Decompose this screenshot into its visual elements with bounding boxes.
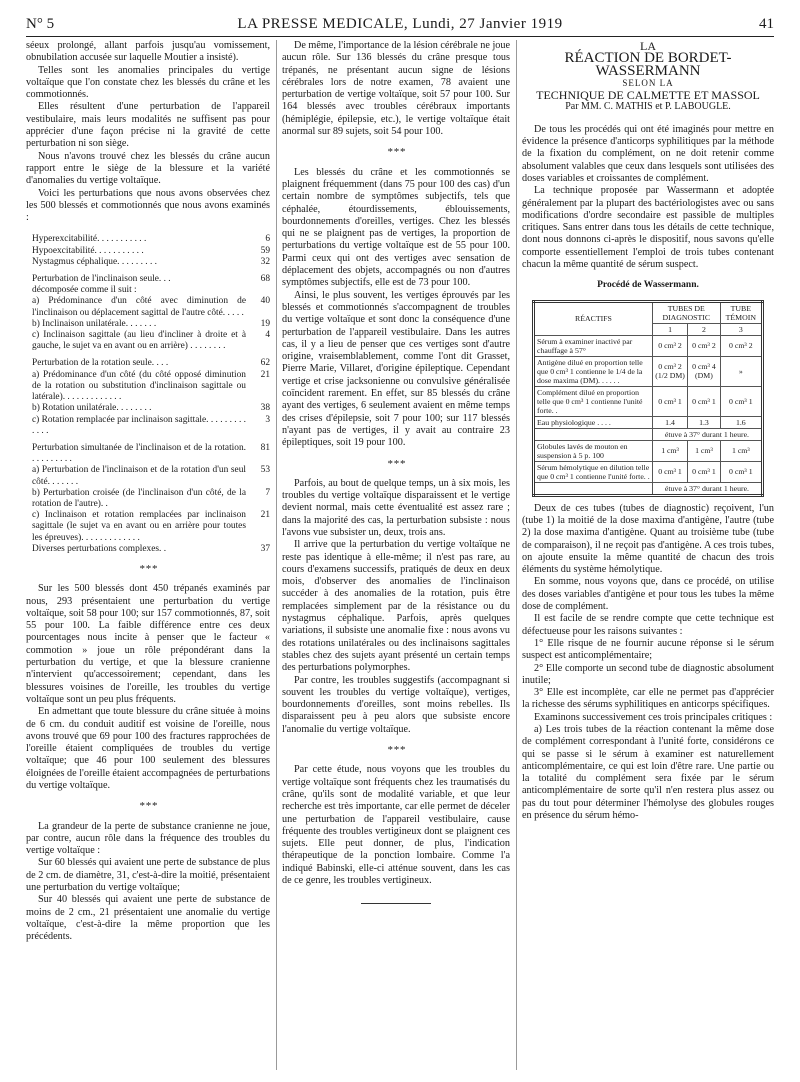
- list-item-count: 62: [260, 358, 270, 369]
- dose-cell: 0 cm³ 4 (DM): [688, 356, 720, 386]
- list-item: [32, 330, 270, 352]
- reactif-cell: Sérum à examiner inactivé par chauffage à 57°: [534, 335, 653, 356]
- list-item: [32, 370, 270, 404]
- list-item-label: décomposée comme il suit :: [32, 285, 137, 296]
- table-row: [534, 461, 763, 482]
- reactif-cell: Antigène dilué en proportion telle que 0 cm³ 1 contienne le 1/4 de la dose maxima (DM). . . . . .: [534, 356, 653, 386]
- list-item-count: 32: [260, 256, 270, 267]
- list-item: [32, 257, 270, 268]
- list-item-count: 53: [260, 465, 270, 476]
- paragraph: Sur 40 blessés qui avaient une perte de substance de moins de 2 cm., 21 présentaient une anomalie du vertige voltaïque, c'est-à-dire la même proportion que les précédents.: [26, 894, 270, 943]
- dose-cell: 0 cm³ 1: [688, 461, 720, 482]
- dose-cell: 0 cm³ 2: [652, 335, 687, 356]
- column-2: [282, 40, 510, 904]
- list-item-label: Nystagmus céphalique. . . . . . . . .: [32, 256, 157, 267]
- list-item-count: 40: [260, 296, 270, 307]
- paragraph: Deux de ces tubes (tubes de diagnostic) reçoivent, l'un (tube 1) la moitié de la dose maxima d'antigène, l'autre (tube 2) la dose maxima d'antigène. Quant au troisième tube (tube de comparaison), il ne reçoit pas d'antigène. A ces trois tubes, on ajoute ensuite la même quantité de chacun des trois éléments du système hémolytique.: [522, 502, 774, 576]
- paragraph: La technique proposée par Wassermann et adoptée généralement par la plupart des bactériologistes avec ou sans modifications d'ordre secondaire est passible de multiples critiques. Sans entrer dans tous les détails de cette technique, dont nous donnons ci-après le dispositif, nous savons qu'elle comporte essentiellement l'emploi de trois tubes contenant chacun la même quantité de sérum suspect.: [522, 185, 774, 271]
- list-item: [32, 296, 270, 318]
- list-item-label: a) Perturbation de l'inclinaison et de la rotation d'un seul côté. . . . . . .: [32, 465, 246, 487]
- table-row: [534, 428, 763, 440]
- paragraph: De tous les procédés qui ont été imaginés pour mettre en évidence la présence d'anticorps syphilitiques par la méthode de la fixation du complément, on ne doit retenir comme absolument valables que ceux dans lesquels sont utilisées des doses variables et croissantes de complément.: [522, 123, 774, 184]
- paragraph: Ainsi, le plus souvent, les vertiges éprouvés par les blessés et commotionnés s'accompagnent de troubles du vertige voltaïque et sont donc la conséquence d'une perturbation de l'appareil vestibulaire. Dans les autres cas, il y a lieu de penser que ces vertiges sont d'autre origine, vraisemblablement, comme l'ont dit Grasset, Pierre Marie, Villaret, d'origine épileptique. Cependant vertige et crise jacksonienne ou convulsive généralisée coïncident rarement. En effet, sur 85 blessés du crâne ayant des vertiges, 6 seulement avaient en même temps des crises d'épilepsie, soit 7 pour 100; sur 117 blessés n'ayant pas de vertiges, il y avait au contraire 23 épileptiques, soit 19 pour 100.: [282, 289, 510, 449]
- wassermann-table: [532, 300, 764, 497]
- dose-cell: 0 cm³ 1: [688, 386, 720, 416]
- table-row: [534, 335, 763, 356]
- list-item-label: b) Rotation unilatérale. . . . . . . .: [32, 403, 152, 414]
- paragraph: En admettant que toute blessure du crâne située à moins de 6 cm. du conduit auditif est voisine de l'oreille, nous avons trouvé que 69 pour 100 des fractures rapprochées de l'oreille étaient compliquées de troubles du vertige voltaïque; que 46 pour 100 seulement des blessures éloignées de l'oreille étaient accompagnées de perturbations du vertige voltaïque.: [26, 706, 270, 791]
- paragraph: La grandeur de la perte de substance cranienne ne joue, par contre, aucun rôle dans la fréquence des troubles du vertige voltaïque :: [26, 820, 270, 857]
- list-item-label: a) Prédominance d'un côté avec diminution de l'inclinaison ou déplacement sagittal de l'autre côté. . . . .: [32, 296, 246, 318]
- list-item: [32, 234, 270, 245]
- table-row: [534, 416, 763, 428]
- paragraph: Sur 60 blessés qui avaient une perte de substance de plus de 2 cm. de diamètre, 31, c'est-à-dire la moitié, présentaient une perturbation du vertige voltaïque;: [26, 857, 270, 894]
- dose-cell: 0 cm³ 2: [688, 335, 720, 356]
- column-3: [522, 40, 774, 822]
- dose-cell: 0 cm³ 2 (1/2 DM): [652, 356, 687, 386]
- dose-cell: 1 cm³: [688, 440, 720, 461]
- table-row: [534, 356, 763, 386]
- dose-cell: 0 cm³ 2: [720, 335, 762, 356]
- list-item-count: 68: [260, 274, 270, 285]
- list-item-count: 4: [265, 330, 270, 341]
- list-item-count: [246, 285, 270, 296]
- paragraph: 3° Elle est incomplète, car elle ne permet pas d'apprécier la richesse des sérums syphilitiques en anticorps spécifiques.: [522, 687, 774, 711]
- list-item-count: 81: [260, 442, 270, 453]
- paragraph: De même, l'importance de la lésion cérébrale ne joue aucun rôle. Sur 136 blessés du crâne presque tous trépanés, ne présentant aucun signe de lésions cérébrales lors de notre examen, 78 avaient une perturbation de vertige voltaïque, soit 57 pour 100. Sur 164 blessés avec troubles cérébraux importants (hémiplégie, épilepsie, etc.), le vertige voltaïque était anormal sur 89 sujets, soit 54 pour 100.: [282, 40, 510, 138]
- list-item-count: 59: [260, 245, 270, 256]
- list-item: [32, 403, 270, 414]
- header-tube-1: 1: [652, 323, 687, 335]
- list-item-label: a) Prédominance d'un côté (du côté opposé diminution de la rotation ou substitution d'inclinaison sagittale ou latérale). . . . . . . . . . . . .: [32, 369, 246, 403]
- article-title-selon: SELON LA: [622, 77, 674, 88]
- list-item-label: Diverses perturbations complexes. .: [32, 543, 167, 554]
- paragraph: Telles sont les anomalies principales du vertige voltaïque que l'on constate chez les blessés du crâne et les commotionnés.: [26, 64, 270, 101]
- column-divider: [276, 40, 277, 1070]
- list-item-label: c) Rotation remplacée par inclinaison sagittale. . . . . . . . . . . . .: [32, 414, 246, 436]
- list-item-label: Perturbation de l'inclinaison seule. . .: [32, 274, 171, 285]
- reactif-cell: [534, 428, 653, 440]
- paragraph: Sur les 500 blessés dont 450 trépanés examinés par nous, 293 présentaient une perturbation du vertige voltaïque, soit 58 pour 100; sur 157 commotionnés, 87, soit 55 pour 100. La faible différence entre ces deux pourcentages nous incite à penser que le facteur « commotion » joue un rôle prépondérant dans la perturbation du vertige, et que la blessure cranienne n'intervient qu'accessoirement; cependant, dans les blessures voisines de l'oreille, les troubles du vertige voltaïque sont un peu plus fréquents.: [26, 583, 270, 705]
- page-header: [26, 16, 774, 34]
- list-item-label: c) Inclinaison sagittale (au lieu d'incliner à droite et à gauche, le sujet va en avant ou en arrière) . . . . . . . .: [32, 330, 246, 352]
- column-1: [26, 40, 270, 944]
- reactif-cell: Eau physiologique . . . .: [534, 416, 653, 428]
- reactif-cell: Globules lavés de mouton en suspension à 5 p. 100: [534, 440, 653, 461]
- dose-cell: 0 cm³ 1: [652, 386, 687, 416]
- list-item: [32, 488, 270, 510]
- list-item-label: c) Inclinaison et rotation remplacées par inclinaison sagittale (le sujet va en avant ou en arrière pour toutes les épreuves). . . . . . . . . . . . .: [32, 510, 246, 543]
- section-separator: * * *: [139, 562, 157, 575]
- header-tube-2: 2: [688, 323, 720, 335]
- article-subtitle: TECHNIQUE DE CALMETTE ET MASSOL: [536, 88, 760, 103]
- table-row: [534, 440, 763, 461]
- reactif-cell: Complément dilué en proportion telle que 0 cm³ 1 contienne l'unité forte. .: [534, 386, 653, 416]
- paragraph: Par cette étude, nous voyons que les troubles du vertige voltaïque sont fréquents chez les traumatisés du crâne, qu'ils sont de modalité variable, et que leur recherche est très importante, car elle permet de déceler une perturbation de l'appareil vestibulaire, cause fréquente des troubles vertigineux dont se plaignent ces sujets. Elle peut donner, de plus, l'indication thérapeutique de la ponction lombaire. Comme l'a indiqué Babinski, elle-ci atténue souvent, dans les cas de ce genre, les troubles vertigineux.: [282, 764, 510, 886]
- paragraph: Voici les perturbations que nous avons observées chez les 500 blessés et commotionnés que nous avons examinés :: [26, 187, 270, 224]
- list-item: [32, 415, 270, 437]
- list-item: [32, 358, 270, 369]
- paragraph: Examinons successivement ces trois principales critiques :: [534, 711, 773, 723]
- paragraph: Les blessés du crâne et les commotionnés se plaignent fréquemment (dans 75 pour 100 des cas) d'un certain nombre de symptômes subjectifs, tels que céphalée, étourdissements, éblouissements, bourdonnements d'oreilles, vertiges. Chez les blessés qui ne se plaignent pas de vertiges, la proportion de perturbations du vertige voltaïque est de 55 pour 100. Parmi ceux qui ont des vertiges avec sensation de déplacement des objets, accompagnés ou non d'autres symptômes subjectifs, elle est de 73 pour 100.: [282, 166, 510, 289]
- paragraph: a) Les trois tubes de la réaction contenant la même dose de complément correspondant à l'unité forte, considérons ce qui se passe si le sérum à examiner est naturellement anticomplémentaire, ce qui est loin d'être rare. Une partie ou la totalité du complément sera fixée par le sérum anticomplémentaire de sorte qu'il n'en restera plus assez ou pas du tout pour déterminer l'hémolyse des globules rouges en présence du sérum hémo-: [522, 723, 774, 822]
- list-item-count: 21: [260, 369, 270, 380]
- end-rule: [361, 903, 431, 904]
- section-separator: * * *: [387, 146, 405, 159]
- paragraph: Il arrive que la perturbation du vertige voltaïque ne reste pas identique à elle-même; il n'est pas rare, au cours d'examens successifs, pratiqués de deux en deux mois, d'observer des anomalies de l'inclinaison succéder à des anomalies de la rotation, puis être remplacées simplement par de la résistance ou du nystagmus céphalique. Parfois, après quelques variations, il subsiste une anomalie fixe : nous avons vu des rotations unilatérales ou des inclinaisons sagittales stables chez des sujets ayant présenté un certain temps des perturbations polymorphes.: [282, 539, 510, 674]
- header-rule: [26, 36, 774, 37]
- header-tubes-diagnostic: TUBES DE DIAGNOSTIC: [652, 301, 720, 323]
- article-authors: Par MM. C. MATHIS et P. LABOUGLE.: [565, 101, 731, 113]
- list-item-label: Perturbation de la rotation seule. . . .: [32, 358, 169, 369]
- list-item-label: Hyperexcitabilité. . . . . . . . . . .: [32, 234, 147, 245]
- article-title-la: LA: [640, 39, 656, 53]
- paragraph: séeux prolongé, allant parfois jusqu'au vomissement, obnubilation accusée sur laquelle Moutier a insisté).: [26, 40, 270, 64]
- list-item: [32, 510, 270, 544]
- list-item-count: 19: [260, 318, 270, 329]
- list-item-count: 37: [260, 543, 270, 554]
- list-item-count: 21: [260, 510, 270, 521]
- perturbation-list: [32, 234, 270, 554]
- paragraph: 2° Elle comporte un second tube de diagnostic absolument inutile;: [522, 662, 774, 686]
- column-divider: [516, 40, 517, 1070]
- list-item: [32, 246, 270, 257]
- section-separator: * * *: [387, 457, 405, 470]
- list-item-count: 38: [260, 403, 270, 414]
- dose-cell: »: [720, 356, 762, 386]
- journal-title: LA PRESSE MEDICALE, Lundi, 27 Janvier 1919: [237, 16, 563, 32]
- reactif-cell: Sérum hémolytique en dilution telle que 0 cm³ 1 contienne l'unité forte. .: [534, 461, 653, 482]
- incubation-cell: étuve à 37° durant 1 heure.: [652, 482, 762, 495]
- dose-cell: 1 cm³: [720, 440, 762, 461]
- page-number: 41: [759, 16, 774, 32]
- table-row: [534, 386, 763, 416]
- incubation-cell: étuve à 37° durant 1 heure.: [652, 428, 762, 440]
- header-reactifs: RÉACTIFS: [534, 301, 653, 335]
- table-title: Procédé de Wassermann.: [597, 280, 699, 291]
- dose-cell: 1.4: [652, 416, 687, 428]
- list-item: [32, 285, 270, 296]
- list-item: [32, 544, 270, 555]
- paragraph: En somme, nous voyons que, dans ce procédé, on utilise des doses variables d'antigène et pour tous les tubes la même dose de complément.: [522, 576, 774, 613]
- dose-cell: 0 cm³ 1: [720, 386, 762, 416]
- list-item: [32, 465, 270, 487]
- list-item-count: 3: [265, 414, 270, 425]
- dose-cell: 0 cm³ 1: [720, 461, 762, 482]
- reactif-cell: [534, 482, 653, 495]
- table-body: [534, 335, 763, 495]
- section-separator: * * *: [387, 744, 405, 757]
- list-item-count: 6: [265, 234, 270, 245]
- dose-cell: 1 cm³: [652, 440, 687, 461]
- list-item: [32, 443, 270, 465]
- dose-cell: 1.6: [720, 416, 762, 428]
- paragraph: Parfois, au bout de quelque temps, un à six mois, les troubles du vertige voltaïque disparaissent et le vertige devient normal, mais cette éventualité est assez rare ; dans la majorité des cas, la perturbation subsiste : nous l'avons vue subsister un, deux, trois ans.: [282, 477, 510, 538]
- paragraph: Par contre, les troubles suggestifs (accompagnant si souvent les troubles du vertige voltaïque), vertiges, bourdonnements d'oreilles, sont moins rebelles. Ils disparaissent peu à peu alors que subsiste encore l'anomalie du vertige voltaïque.: [282, 674, 510, 735]
- dose-cell: 0 cm³ 1: [652, 461, 687, 482]
- list-item: [32, 319, 270, 330]
- dose-cell: 1.3: [688, 416, 720, 428]
- list-item-label: Perturbation simultanée de l'inclinaison et de la rotation. . . . . . . . . .: [32, 442, 246, 465]
- header-tube-temoin: TUBE TÉMOIN: [720, 301, 762, 323]
- table-row: [534, 482, 763, 495]
- article-title: RÉACTION DE BORDET-WASSERMANN: [564, 50, 732, 79]
- list-item-label: b) Inclinaison unilatérale. . . . . . .: [32, 318, 157, 329]
- paragraph: 1° Elle risque de ne fournir aucune réponse si le sérum suspect est anticomplémentaire;: [522, 637, 774, 662]
- paragraph: Nous n'avons trouvé chez les blessés du crâne aucun rapport entre le siège de la blessure et la variété d'anomalies du vertige voltaïque.: [26, 150, 270, 187]
- list-item-label: Hypoexcitabilité. . . . . . . . . . .: [32, 245, 144, 256]
- section-separator: * * *: [139, 800, 157, 813]
- paragraph: Il est facile de se rendre compte que cette technique est défectueuse pour les raisons suivantes :: [522, 613, 774, 637]
- issue-number: N° 5: [26, 16, 55, 32]
- list-item-label: b) Perturbation croisée (de l'inclinaison d'un côté, de la rotation de l'autre). .: [32, 487, 246, 509]
- list-item: [32, 274, 270, 285]
- header-tube-3: 3: [720, 323, 762, 335]
- list-item-count: 7: [265, 487, 270, 498]
- paragraph: Elles résultent d'une perturbation de l'appareil vestibulaire, mais leurs modalités ne suffisent pas pour apprécier d'une façon précise ni la gravité de cette perturbation ni son siège.: [26, 101, 270, 150]
